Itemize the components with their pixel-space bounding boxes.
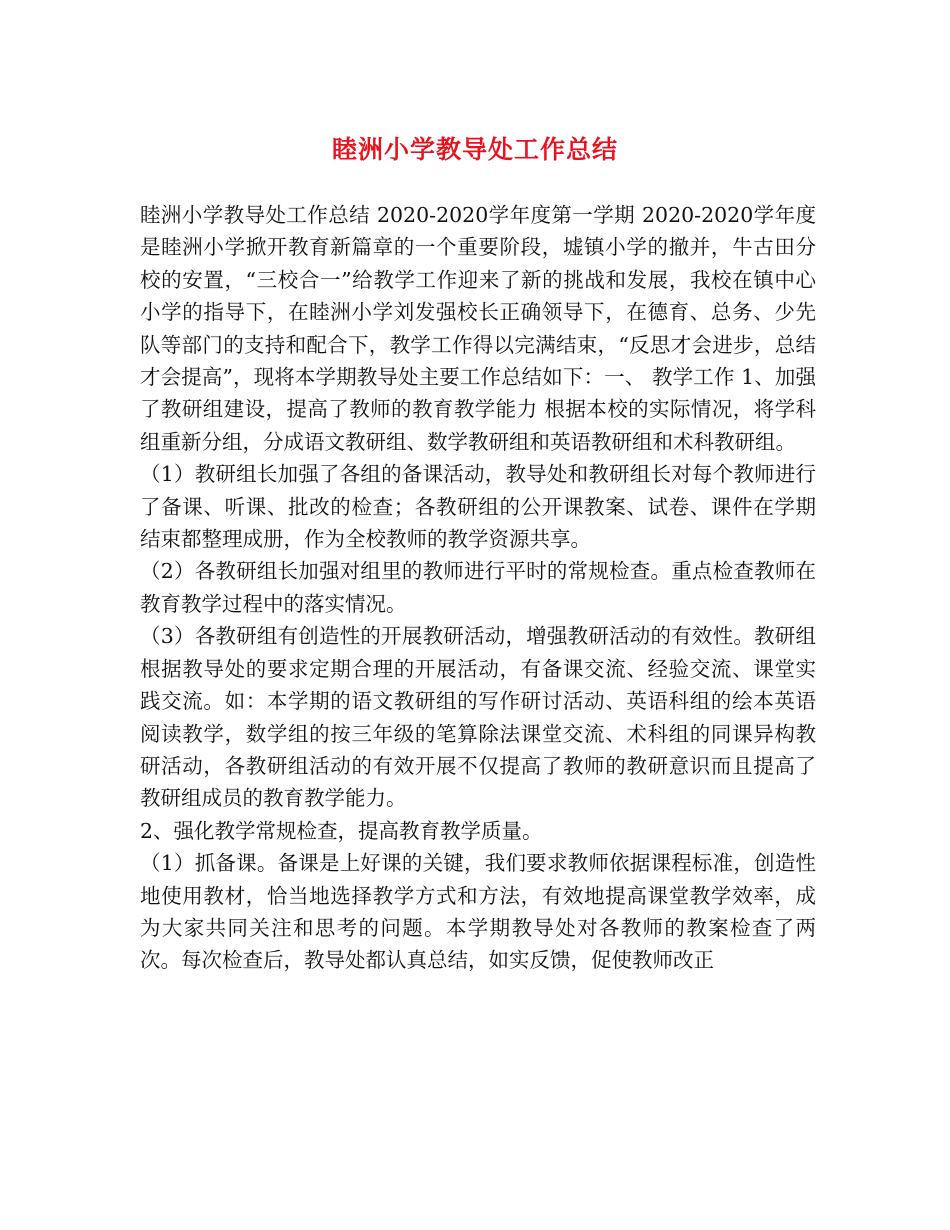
paragraph-section-2: 2、强化教学常规检查，提高教育教学质量。 <box>140 818 543 843</box>
document-title: 睦洲小学教导处工作总结 <box>331 135 618 164</box>
paragraph-item-2: （2）各教研组长加强对组里的教师进行平时的常规检查。重点检查教师在教育教学过程中的落实情况。 <box>140 559 816 616</box>
paragraph-preparation: （1）抓备课。备课是上好课的关键，我们要求教师依据课程标准，创造性地使用教材，恰当地选择教学方式和方法，有效地提高课堂教学效率，成为大家共同关注和思考的问题。本学期教导处对各教师的教案检查了两次。每次检查后，教导处都认真总结，如实反馈，促使教师改正 <box>140 851 816 973</box>
paragraph-item-1: （1）教研组长加强了各组的备课活动，教导处和教研组长对每个教师进行了备课、听课、批改的检查；各教研组的公开课教案、试卷、课件在学期结束都整理成册，作为全校教师的教学资源共享。 <box>140 462 816 552</box>
paragraph-intro: 睦洲小学教导处工作总结 2020-2020学年度第一学期 2020-2020学年度是睦洲小学掀开教育新篇章的一个重要阶段，墟镇小学的撤并，牛古田分校的安置，“三校合一”给教学工作迎来了新的挑战和发展，我校在镇中心小学的指导下，在睦洲小学刘发强校长正确领导下，在德育、总务、少先队等部门的支持和配合下，教学工作得以完满结束，“反思才会进步，总结才会提高”，现将本学期教导处主要工作总结如下：一、 教学工作 1、加强了教研组建设，提高了教师的教育教学能力 根据本校的实际情况，将学科组重新分组，分成语文教研组、数学教研组和英语教研组和术科教研组。 <box>140 203 816 454</box>
paragraph-item-3: （3）各教研组有创造性的开展教研活动，增强教研活动的有效性。教研组根据教导处的要求定期合理的开展活动，有备课交流、经验交流、课堂实践交流。如：本学期的语文教研组的写作研讨活动、英语科组的绘本英语阅读教学，数学组的按三年级的笔算除法课堂交流、术科组的同课异构教研活动，各教研组活动的有效开展不仅提高了教师的教研意识而且提高了教研组成员的教育教学能力。 <box>140 624 816 811</box>
document-body <box>140 199 816 977</box>
